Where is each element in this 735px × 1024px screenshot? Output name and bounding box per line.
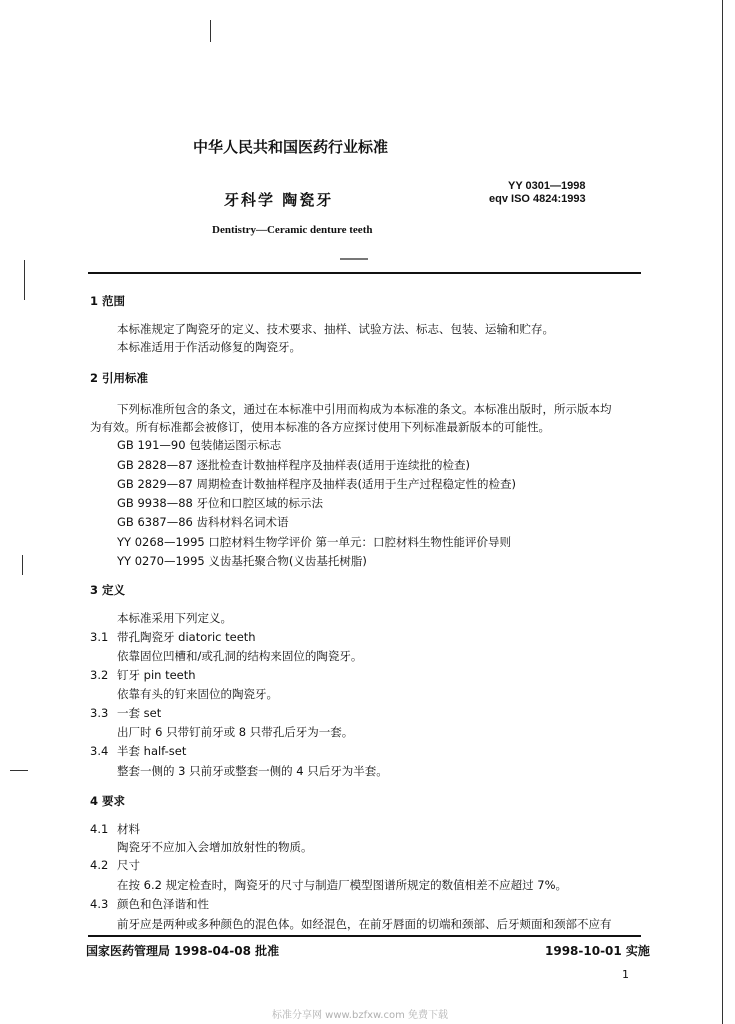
clause-number: 4.2 bbox=[90, 858, 109, 872]
reference-item: GB 2829—87 周期检查计数抽样程序及抽样表(适用于生产过程稳定性的检查) bbox=[117, 477, 516, 491]
section-heading-references: 2 引用标准 bbox=[90, 371, 149, 385]
page-number: 1 bbox=[622, 968, 629, 981]
paragraph-line: 本标准适用于作活动修复的陶瓷牙。 bbox=[117, 340, 301, 354]
paragraph-line: 本标准采用下列定义。 bbox=[117, 611, 232, 625]
scan-smudge bbox=[340, 258, 368, 260]
paragraph-line: 下列标准所包含的条文，通过在本标准中引用而构成为本标准的条文。本标准出版时，所示版本均 bbox=[117, 402, 612, 416]
reference-item: GB 2828—87 逐批检查计数抽样程序及抽样表(适用于连续批的检查) bbox=[117, 458, 470, 472]
clause-title: 尺寸 bbox=[117, 858, 140, 872]
definition-desc: 出厂时 6 只带钉前牙或 8 只带孔后牙为一套。 bbox=[117, 725, 354, 739]
scan-mark bbox=[210, 20, 211, 42]
section-heading-requirements: 4 要求 bbox=[90, 794, 126, 808]
watermark: 标准分享网 www.bzfxw.com 免费下载 bbox=[272, 1010, 448, 1021]
clause-desc: 陶瓷牙不应加入会增加放射性的物质。 bbox=[117, 840, 313, 854]
scan-mark bbox=[10, 770, 28, 771]
approval-line: 国家医药管理局 1998-04-08 批准 bbox=[86, 944, 280, 958]
paragraph-line: 为有效。所有标准都会被修订，使用本标准的各方应探讨使用下列标准最新版本的可能性。 bbox=[90, 420, 550, 434]
standard-code: YY 0301—1998 bbox=[508, 180, 586, 192]
definition-desc: 整套一侧的 3 只前牙或整套一侧的 4 只后牙为半套。 bbox=[117, 764, 388, 778]
clause-number: 4.3 bbox=[90, 897, 109, 911]
header-rule bbox=[88, 272, 641, 274]
scan-mark bbox=[24, 260, 25, 300]
reference-item: YY 0268—1995 口腔材料生物学评价 第一单元：口腔材料生物性能评价导则 bbox=[117, 535, 512, 549]
definition-term: 半套 half-set bbox=[117, 744, 187, 758]
clause-desc: 前牙应是两种或多种颜色的混色体。如经混色，在前牙唇面的切端和颈部、后牙颊面和颈部不应有 bbox=[117, 917, 612, 931]
issuing-org: 中华人民共和国医药行业标准 bbox=[193, 138, 389, 156]
clause-desc: 在按 6.2 规定检查时，陶瓷牙的尺寸与制造厂模型图谱所规定的数值相差不应超过 7%。 bbox=[117, 878, 567, 892]
implementation-date: 1998-10-01 实施 bbox=[545, 944, 650, 958]
scan-edge-line bbox=[722, 0, 723, 1024]
clause-title: 材料 bbox=[117, 822, 140, 836]
clause-title: 颜色和色泽谐和性 bbox=[117, 897, 209, 911]
definition-term: 一套 set bbox=[117, 706, 162, 720]
reference-item: GB 9938—88 牙位和口腔区域的标示法 bbox=[117, 496, 324, 510]
paragraph-line: 本标准规定了陶瓷牙的定义、技术要求、抽样、试验方法、标志、包装、运输和贮存。 bbox=[117, 322, 554, 336]
clause-number: 3.4 bbox=[90, 744, 109, 758]
standard-title-cn: 牙科学 陶瓷牙 bbox=[224, 191, 334, 209]
footer-rule bbox=[88, 935, 641, 937]
definition-term: 钉牙 pin teeth bbox=[117, 668, 196, 682]
clause-number: 3.3 bbox=[90, 706, 109, 720]
scan-mark bbox=[22, 555, 23, 575]
clause-number: 3.2 bbox=[90, 668, 109, 682]
reference-item: GB 191—90 包装储运图示标志 bbox=[117, 438, 282, 452]
definition-desc: 依靠固位凹槽和/或孔洞的结构来固位的陶瓷牙。 bbox=[117, 649, 363, 663]
standard-title-en: Dentistry—Ceramic denture teeth bbox=[212, 224, 373, 236]
clause-number: 3.1 bbox=[90, 630, 109, 644]
reference-item: YY 0270—1995 义齿基托聚合物(义齿基托树脂) bbox=[117, 554, 367, 568]
definition-term: 带孔陶瓷牙 diatoric teeth bbox=[117, 630, 256, 644]
clause-number: 4.1 bbox=[90, 822, 109, 836]
equivalent-standard: eqv ISO 4824:1993 bbox=[489, 193, 586, 205]
reference-item: GB 6387—86 齿科材料名词术语 bbox=[117, 515, 289, 529]
section-heading-definitions: 3 定义 bbox=[90, 583, 126, 597]
section-heading-scope: 1 范围 bbox=[90, 294, 126, 308]
definition-desc: 依靠有头的钉来固位的陶瓷牙。 bbox=[117, 687, 278, 701]
